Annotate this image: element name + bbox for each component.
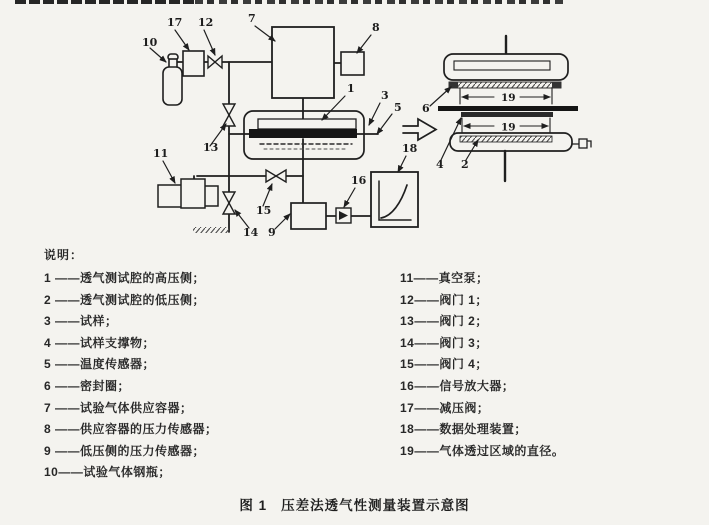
- legend-item: 13——阀门 2；: [400, 314, 488, 329]
- high-pressure-cavity: [258, 119, 356, 129]
- diagram-label-18: 18: [402, 142, 418, 155]
- valve-3-symbol: [223, 192, 235, 214]
- legend-item: 15——阀门 4；: [400, 357, 488, 372]
- detail-view: [422, 36, 591, 181]
- supply-pressure-sensor: [341, 52, 364, 75]
- legend-item: 4 ——试样支撑物；: [44, 335, 156, 350]
- vent-hatch: [193, 227, 229, 233]
- specimen-bar: [249, 129, 357, 138]
- legend-item: 14——阀门 3；: [400, 335, 488, 350]
- legend-item: 8 ——供应容器的压力传感器；: [44, 422, 218, 437]
- diagram-label-17: 17: [167, 16, 183, 29]
- legend-item: 2 ——透气测试腔的低压侧；: [44, 292, 206, 307]
- diagram-label-15: 15: [256, 204, 272, 217]
- diagram-label-6: 6: [422, 102, 430, 115]
- legend-item: 17——减压阀；: [400, 400, 490, 415]
- specimen-bar-detail: [438, 106, 578, 111]
- diagram-label-3: 3: [381, 89, 389, 102]
- diagram-label-13: 13: [203, 141, 219, 154]
- detail-pointer-arrow-icon: [403, 119, 436, 140]
- diagram-label-8: 8: [372, 21, 380, 34]
- valve-1-symbol: [208, 56, 222, 68]
- sensor-fitting: [572, 139, 591, 148]
- diagram-label-4: 4: [436, 158, 444, 171]
- legend-title: 说明：: [44, 248, 84, 262]
- valve-2-symbol: [223, 104, 235, 126]
- test-gas-supply-container: [272, 27, 334, 98]
- sealing-ring: [449, 82, 561, 88]
- legend-item: 19——气体透过区域的直径。: [400, 443, 565, 458]
- diagram-label-5: 5: [394, 101, 402, 114]
- valve-4-symbol: [266, 170, 286, 182]
- permeation-test-chamber: [244, 111, 364, 159]
- diagram-label-7: 7: [248, 12, 256, 25]
- legend-item: 18——数据处理装置；: [400, 422, 527, 437]
- specimen-support: [461, 112, 553, 117]
- legend-item: 10——试验气体钢瓶；: [44, 465, 171, 480]
- diagram-label-2: 2: [461, 158, 469, 171]
- figure-title: 压差法透气性测量装置示意图: [281, 498, 470, 513]
- legend-item: 11——真空泵；: [400, 271, 489, 285]
- low-pressure-sensor: [291, 203, 326, 229]
- figure-number: 图 1: [239, 498, 268, 513]
- legend-item: 16——信号放大器；: [400, 378, 515, 393]
- diagram-label-16: 16: [351, 174, 367, 187]
- dimension-label-19-lower: 19: [501, 121, 516, 134]
- legend-item: 9 ——低压侧的压力传感器；: [44, 443, 206, 458]
- diagram-label-9: 9: [268, 226, 276, 239]
- data-processing-device: [371, 172, 418, 227]
- dimension-label-19-upper: 19: [501, 92, 516, 104]
- figure-caption: [0, 494, 709, 514]
- legend-item: 7 ——试验气体供应容器；: [44, 400, 193, 415]
- legend-item: 12——阀门 1；: [400, 292, 488, 307]
- signal-amplifier: [336, 208, 351, 223]
- legend-item: 5 ——温度传感器；: [44, 357, 156, 372]
- upper-cell-block: [444, 54, 568, 80]
- legend-left-column: [44, 268, 218, 484]
- legend-item: 1 ——透气测试腔的高压侧；: [44, 271, 206, 285]
- schematic-diagram: [0, 0, 709, 250]
- diagram-label-1: 1: [347, 82, 355, 95]
- diagram-label-12: 12: [198, 16, 214, 29]
- lower-block-insert: [460, 136, 552, 142]
- diagram-label-14: 14: [243, 226, 259, 239]
- diagram-label-10: 10: [142, 36, 158, 49]
- diagram-label-11: 11: [153, 147, 169, 160]
- legend-item: 3 ——试样；: [44, 314, 118, 329]
- vacuum-pump: [158, 176, 218, 208]
- pressure-reducing-valve: [183, 51, 204, 76]
- legend-right-column: [400, 268, 564, 462]
- legend-item: 6 ——密封圈；: [44, 378, 131, 393]
